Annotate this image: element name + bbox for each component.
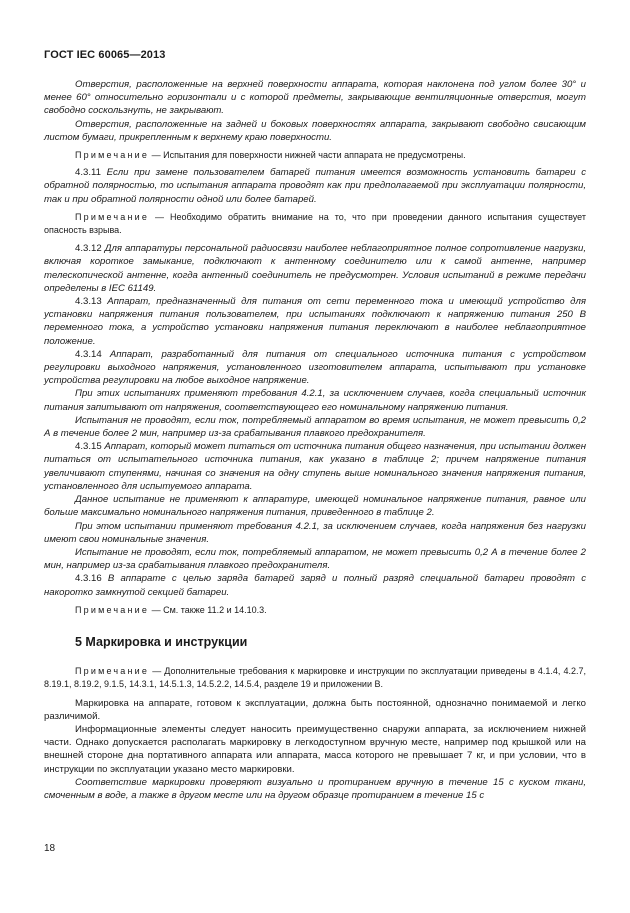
section-5-para-2: Информационные элементы следует наносить преимущественно снаружи аппарата, за исключением нижней части. Однако допускается располагать маркировку в легкодоступном вручную месте, например под крышкой или на внешней стороне дна портативного аппарата или аппарата, масса которого не превышает 7 кг, и при условии, что в инструкции по эксплуатации указано место маркировки. xyxy=(44,723,586,775)
clause-4-3-15-para-3: При этом испытании применяют требования 4.2.1, за исключением случаев, когда напряжения без нагрузки имеют свои номинальные значения. xyxy=(44,520,586,545)
document-body xyxy=(44,78,586,802)
note-label: Примечание xyxy=(75,666,150,677)
page-number: 18 xyxy=(44,843,56,854)
paragraph-openings-side: Отверстия, расположенные на задней и боковых поверхностях аппарата, закрывают свободно свисающим листом бумаги, прикрепленным к верхнему краю поверхности. xyxy=(44,118,586,143)
clause-4-3-14-para-2: При этих испытаниях применяют требования 4.2.1, за исключением случаев, когда специальный источник питания запитывают от напряжения, соответствующего его номинальному напряжению питания. xyxy=(44,388,586,413)
section-5-para-3: Соответствие маркировки проверяют визуально и протиранием вручную в течение 15 с куском ткани, смоченным в воде, а также в другом месте или на другом образце протиранием в течение 15 с xyxy=(44,776,586,801)
clause-4-3-16: 4.3.16 В аппарате с целью заряда батарей заряд и полный разряд специальной батареи проводят с накоротко замкнутой секцией батареи. xyxy=(44,573,586,598)
note-1: Примечание — Испытания для поверхности нижней части аппарата не предусмотрены. xyxy=(75,150,466,161)
note-4: Примечание — Дополнительные требования к маркировке и инструкции по эксплуатации приведены в 4.1.4, 4.2.7, 8.19.1, 8.19.2, 9.1.5, 14.3.1, 14.5.1.3, 14.5.2.2, 14.5.4, разделе 19 и приложении В. xyxy=(44,666,586,690)
page-header: ГОСТ IEC 60065—2013 xyxy=(44,49,166,61)
note-2: Примечание — Необходимо обратить внимание на то, что при проведении данного испытания существует опасность взрыва. xyxy=(44,211,586,236)
clause-4-3-14: 4.3.14 Аппарат, разработанный для питания от специального источника питания с устройством регулировки выходного напряжения, установленного изготовителем аппарата, испытывают при установке устройства регулировки на любое выходное напряжение. xyxy=(44,348,586,387)
note-label: Примечание xyxy=(75,211,150,222)
clause-4-3-15: 4.3.15 Аппарат, который может питаться от источника питания общего назначения, при испытании должен питаться от испытательного источника питания, как указано в таблице 2; причем напряжение питания увеличивают ступенями, начиная со значения на одну ступень выше номинального значения напряжения питания, установленного для испытуемого аппарата. xyxy=(44,441,586,492)
clause-4-3-12: 4.3.12 Для аппаратуры персональной радиосвязи наиболее неблагоприятное полное сопротивление нагрузки, включая короткое замыкание, подключают к антенному соединителю или к самой антенне, например телескопической антенне, когда антенный соединитель не предусмотрен. Условия испытаний в режиме передачи определены в IEC 61149. xyxy=(44,243,587,294)
note-label: Примечание xyxy=(75,604,150,615)
paragraph-openings-top: Отверстия, расположенные на верхней поверхности аппарата, которая наклонена под углом более 30° и менее 60° относительно горизонтали и с которой предметы, закрывающие вентиляционные отверстия, могут свободно соскользнуть, не закрывают. xyxy=(44,79,586,117)
note-3: Примечание — См. также 11.2 и 14.10.3. xyxy=(75,604,267,615)
clause-4-3-15-para-4: Испытание не проводят, если ток, потребляемый аппаратом, не может превысить 0,2 А в течение более 2 мин, например из-за срабатывания плавкого предохранителя. xyxy=(44,546,586,572)
clause-4-3-15-para-2: Данное испытание не применяют к аппаратуре, имеющей номинальное напряжение питания, равное или больше максимально номинального напряжения питания, приведенного в таблице 2. xyxy=(44,494,586,519)
clause-4-3-11: 4.3.11 Если при замене пользователем батарей питания имеется возможность установить батареи с обратной полярностью, то испытания аппарата проводят как при предполагаемой при эксплуатации полярности, так и при обратной полярности одной или более батарей. xyxy=(44,167,586,205)
clause-4-3-14-para-3: Испытания не проводят, если ток, потребляемый аппаратом во время испытания, не может превысить 0,2 А в течение более 2 мин, например из-за срабатывания плавкого предохранителя. xyxy=(44,414,586,440)
clause-4-3-13: 4.3.13 Аппарат, предназначенный для питания от сети переменного тока и имеющий устройство для установки напряжения питания пользователем, при испытаниях подключают к напряжению питания 250 В переменного тока, а устройство установки напряжения питания переключают в наиболее неблагоприятное положение. xyxy=(44,296,586,347)
note-label: Примечание xyxy=(75,150,150,161)
section-5-para-1: Маркировка на аппарате, готовом к эксплуатации, должна быть постоянной, однозначно понимаемой и легко различимой. xyxy=(44,697,586,722)
section-title: 5 Маркировка и инструкции xyxy=(75,634,248,649)
